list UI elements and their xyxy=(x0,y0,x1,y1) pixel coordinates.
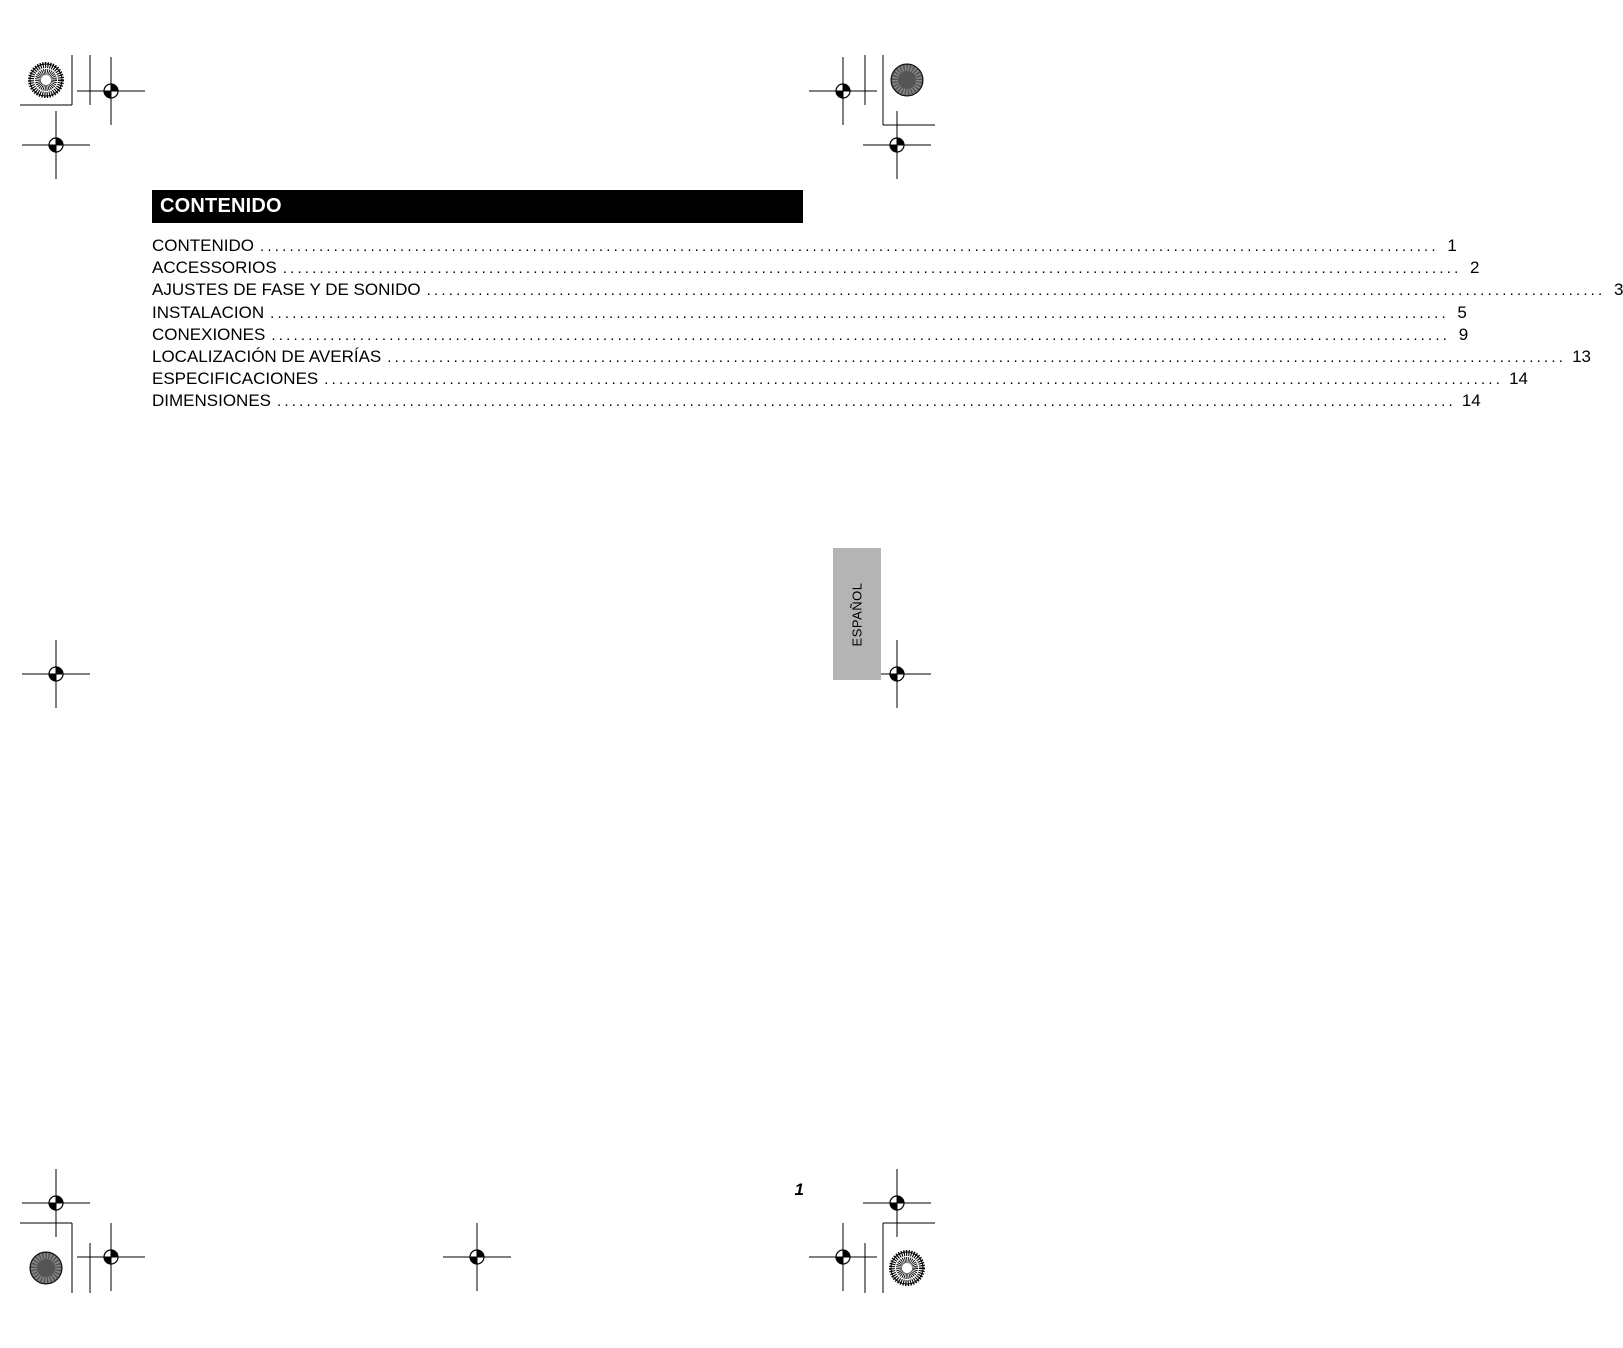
toc-entry-page: 13 xyxy=(1572,346,1591,366)
toc-leader-dots: ................................................................................................................................................................ xyxy=(270,304,1449,322)
toc-entry-title: ACCESSORIOS xyxy=(152,258,277,278)
starburst-top-right xyxy=(891,64,923,96)
toc-entry-title: DIMENSIONES xyxy=(152,391,272,411)
toc-leader-dots: ................................................................................................................................................................ xyxy=(271,326,1451,344)
starburst-top-left xyxy=(30,64,62,96)
toc-entry-page: 1 xyxy=(1447,236,1457,255)
toc-entry[interactable] xyxy=(152,279,1623,301)
starburst-bottom-right xyxy=(891,1252,923,1284)
toc-entry-page: 14 xyxy=(1461,391,1481,411)
toc-leader-dots: ................................................................................................................................................................ xyxy=(324,371,1504,389)
toc-entry-page: 3 xyxy=(1613,280,1623,300)
language-tab xyxy=(833,548,881,680)
toc-entry-page: 2 xyxy=(1470,258,1480,278)
toc-entry-title: CONTENIDO xyxy=(152,236,254,255)
table-of-contents xyxy=(152,235,1623,413)
toc-entry-title: INSTALACION xyxy=(152,302,265,322)
toc-entry[interactable] xyxy=(152,346,1591,368)
toc-leader-dots: ................................................................................................................................................................ xyxy=(282,260,1462,278)
toc-leader-dots: ................................................................................................................................................................ xyxy=(387,348,1567,366)
toc-entry[interactable] xyxy=(152,368,1528,390)
toc-leader-dots: ................................................................................................................................................................ xyxy=(277,393,1456,411)
contents-title: CONTENIDO xyxy=(160,195,282,217)
page-number: 1 xyxy=(794,1180,804,1199)
starburst-bottom-left xyxy=(30,1252,62,1284)
toc-entry-page: 9 xyxy=(1458,324,1469,344)
toc-entry-page: 14 xyxy=(1509,369,1528,389)
language-tab-label: ESPAÑOL xyxy=(849,582,865,646)
toc-entry[interactable] xyxy=(152,324,1469,346)
toc-entry[interactable] xyxy=(152,235,1457,257)
toc-entry[interactable] xyxy=(152,257,1480,279)
contents-header xyxy=(152,190,803,223)
toc-entry[interactable] xyxy=(152,302,1467,324)
toc-entry[interactable] xyxy=(152,390,1481,412)
toc-entry-title: ESPECIFICACIONES xyxy=(152,369,319,389)
toc-leader-dots: ................................................................................................................................................................ xyxy=(260,238,1439,255)
toc-entry-title: LOCALIZACIÓN DE AVERÍAS xyxy=(152,346,382,366)
toc-entry-title: AJUSTES DE FASE Y DE SONIDO xyxy=(152,280,421,300)
toc-entry-title: CONEXIONES xyxy=(152,324,266,344)
toc-leader-dots: ................................................................................................................................................................ xyxy=(426,282,1606,300)
toc-entry-page: 5 xyxy=(1457,302,1467,322)
